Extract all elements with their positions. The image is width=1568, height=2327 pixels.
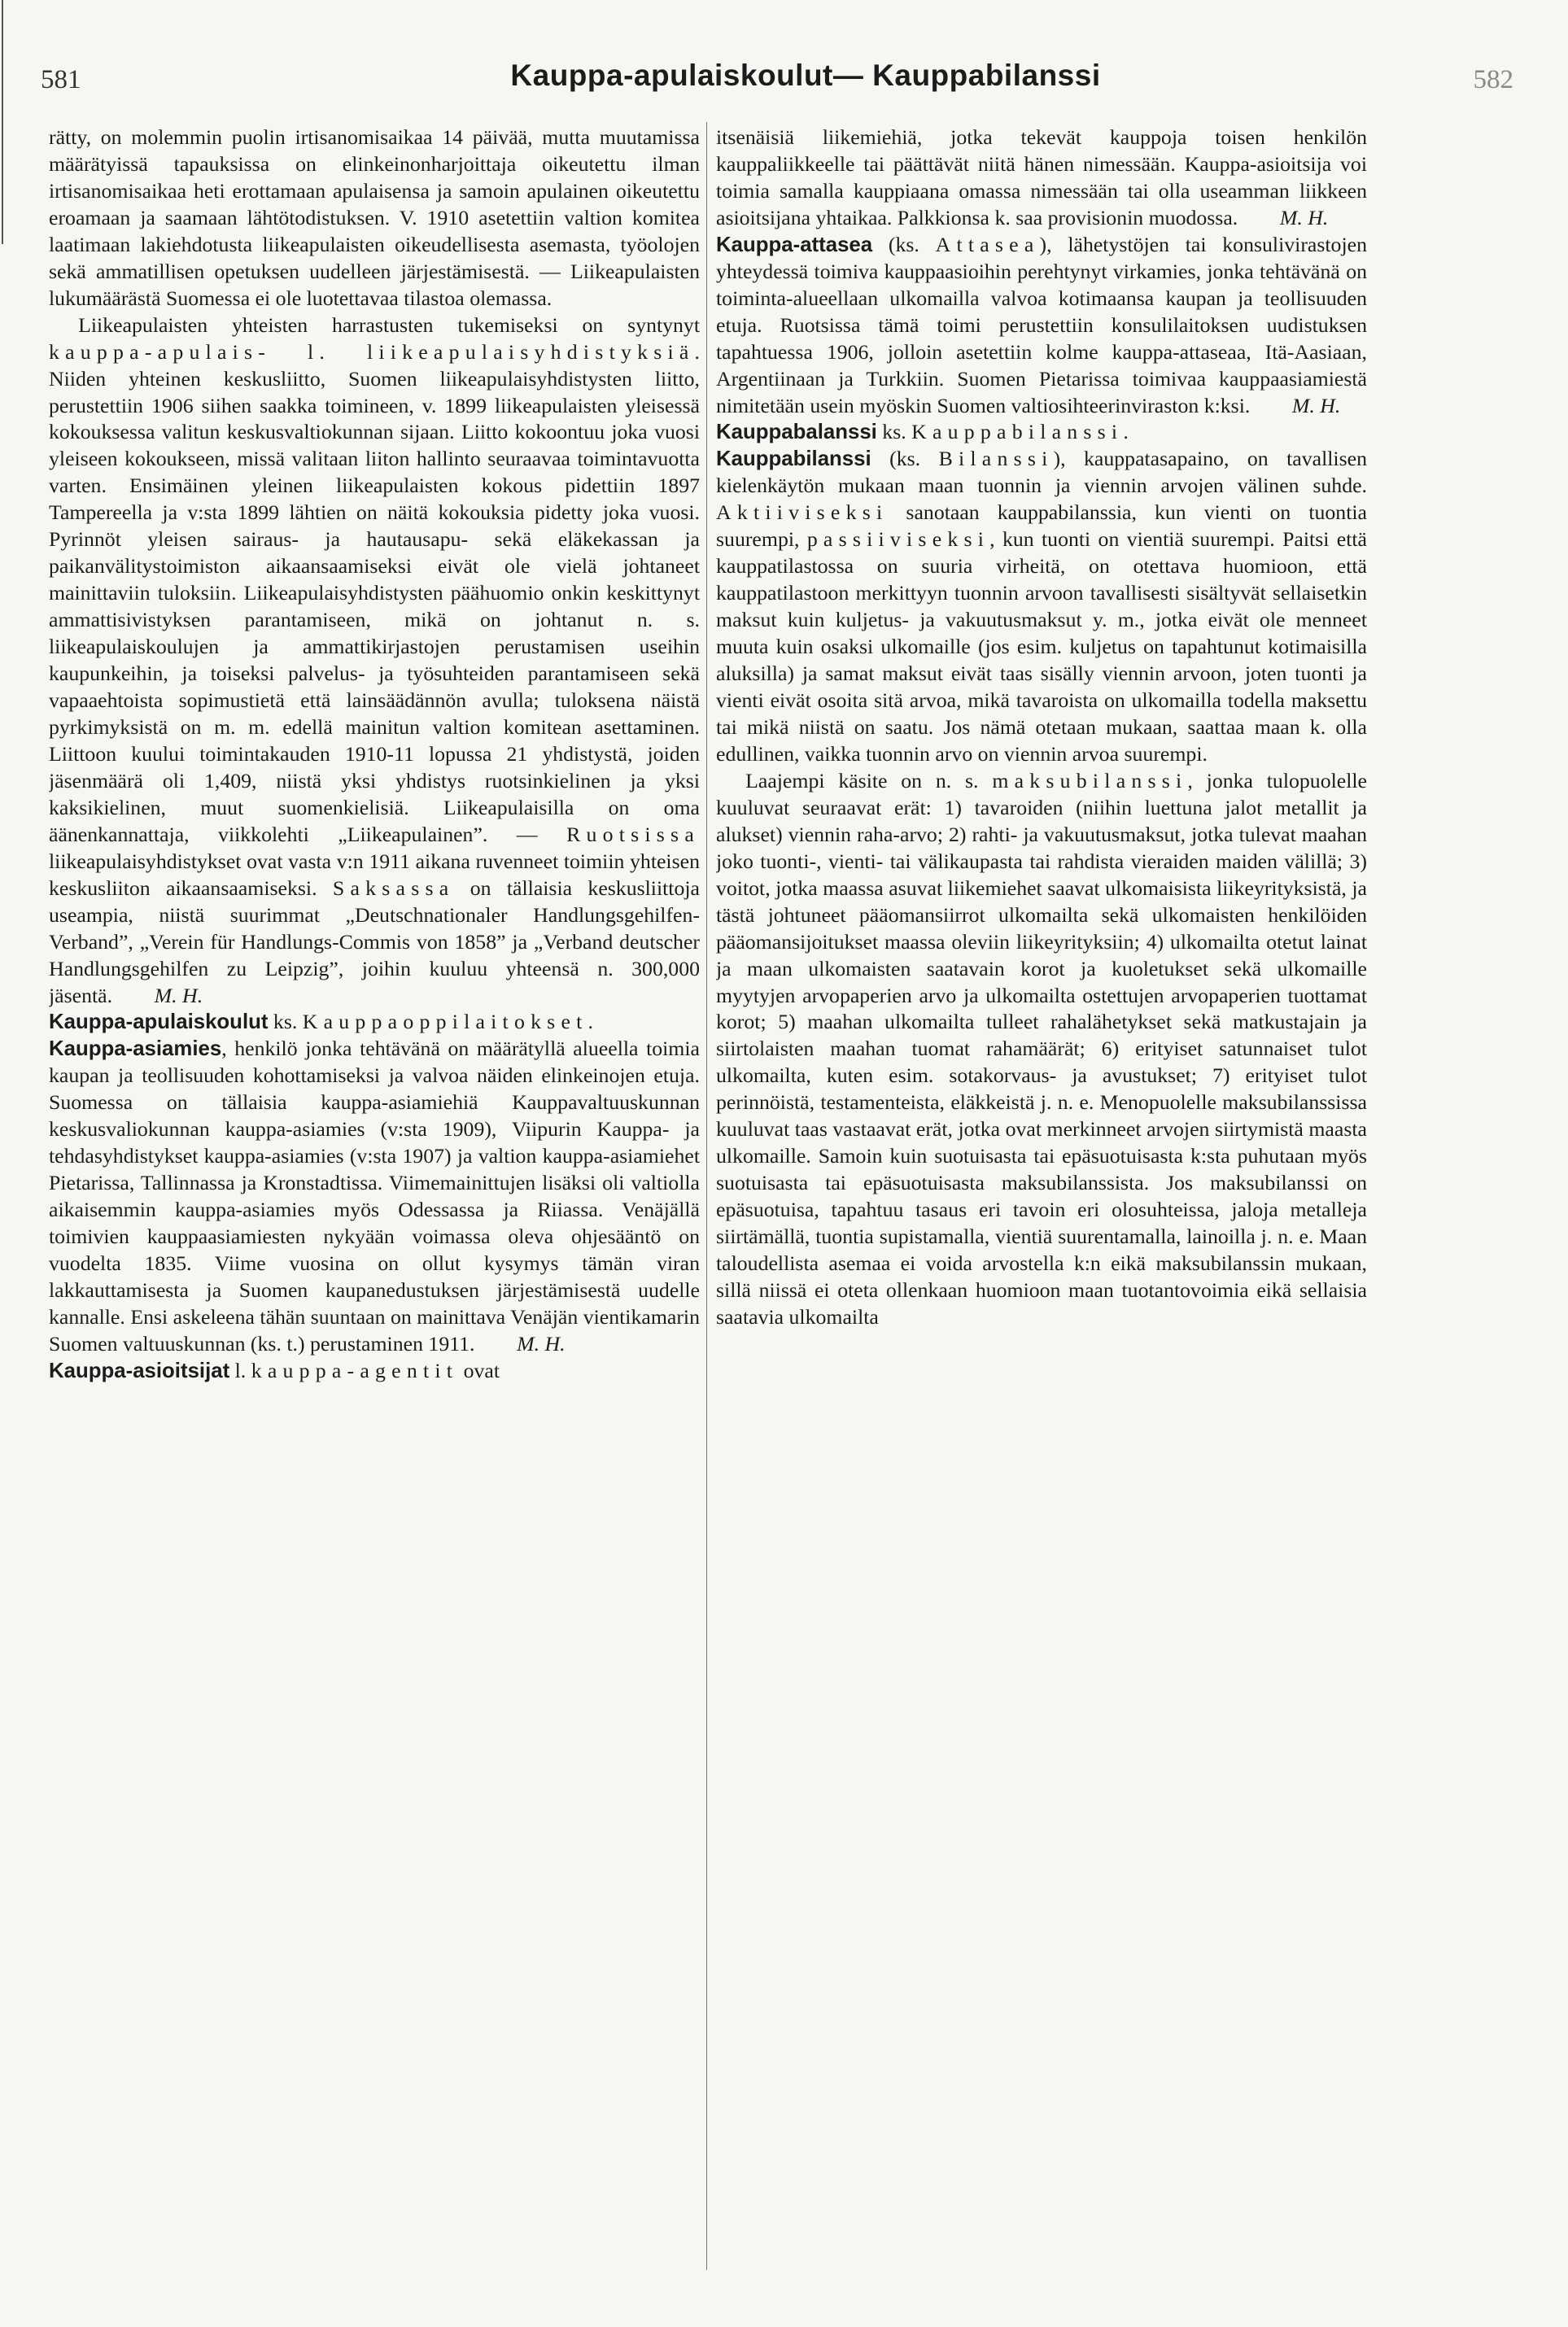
left-column (49, 124, 700, 2281)
spaced-term: Saksassa (332, 875, 455, 900)
spaced-term: maksubilanssi (992, 768, 1188, 792)
text: ), lähetystöjen tai konsulivirastojen yhteydessä toimiva kauppaasioihin perehtynyt virkamies, jonka tehtävänä on toiminta-alueellaan ulkomailla valvoa kotimaansa kaupan ja teollisuuden etuja. Ruotsissa tämä toimi perustettiin konsulilaitoksen uudistuksen tapahtuessa 1906, jolloin asetettiin kolme kauppa-attaseaa, Itä-Aasiaan, Argentiinaan ja Turkkiin. Suomen Pietarissa toimivaa kauppaasiamiestä nimitetään usein myöskin Suomen valtiosihteerinviraston k:ksi. (716, 232, 1367, 417)
text: liikeapulaisyhdistykset ovat vasta v:n 1911 aikana ruvenneet toimiin yhteisen keskusliiton aikaansaamiseksi. (49, 849, 700, 900)
entry (716, 446, 1367, 767)
entry (49, 1009, 700, 1036)
entry-headword: Kauppa-attasea (716, 233, 873, 256)
author-signature: M. H. (1291, 393, 1341, 417)
text: , jonka tulopuolelle kuuluvat seuraavat erät: 1) tavaroiden (niihin luettuna jalot metallit ja alukset) viennin raha-arvo; 2) rahti- ja vakuutusmaksut, jotka tulevat maahan joko tuonti-, vienti- tai välikaupasta tai rahdista vieraiden maiden välillä; 3) voitot, jotka maassa asuvat liikemiehet saavat ulkomaisista liikeyrityksistä, ja tästä johtuneet pääomansiirrot ulkomailta sekä ulkomaisten henkilöiden pääomansijoitukset maassa oleviin liikeyrityksiin; 4) ulkomailta otetut lainat ja maan ulkomaisten saatavain korot ja kuoletukset sekä ulkomaille myytyjen arvopaperien arvo ja ulkomailta ostettujen arvopaperien tuottamat korot; 5) maahan ulkomailta tulleet rahalähetykset sekä matkustajain ja siirtolaisten maahan tuomat rahamäärät; 6) erityiset satunnaiset tulot ulkomailta, kuten esim. sotakorvaus- ja avustukset; 7) erityiset tulot perinnöistä, testamenteista, eläkkeistä j. n. e. Menopuolelle maksubilanssissa kuuluvat taas vastaavat erät, jotka ovat merkinneet arvojen siirtymistä maasta ulkomaille. Samoin kuin suotuisasta tai epäsuotuisasta k:sta puhutaan myös suotuisasta tai epäsuotuisasta maksubilanssista. Jos maksubilanssi on epäsuotuisa, tapahtuu tasaus eri tavoin eri olosuhteissa, jaloja metalleja siirtämällä, tuontia supistamalla, vientiä suurentamalla, lainoilla j. n. e. Maan taloudellista asemaa ei voida arvostella k:n eikä maksubilanssin mukaan, sillä niissä ei oteta ollenkaan huomioon maan tuotantovoimia eikä sellaisia saatavia ulkomailta (716, 768, 1367, 1329)
text: sanotaan kauppabilanssia, kun vienti on tuontia suurempi, (716, 500, 1367, 552)
page-number-right: 582 (1473, 65, 1513, 94)
spaced-term: kauppa-apulais- l. liikeapulaisyhdistyksiä (49, 339, 695, 364)
author-signature: M. H. (154, 983, 203, 1007)
paragraph (49, 312, 700, 1010)
text: (ks. (871, 447, 939, 471)
page-edge-line (2, 0, 3, 244)
text: . (587, 1010, 593, 1034)
text: Laajempi käsite on n. s. (745, 768, 993, 792)
text: . (1123, 420, 1129, 444)
entry-headword: Kauppabilanssi (716, 448, 871, 471)
text: ks. (268, 1010, 303, 1034)
author-signature: M. H. (517, 1331, 566, 1356)
entry-headword: Kauppa-apulaiskoulut (49, 1011, 269, 1034)
cross-reference: Attasea (935, 232, 1040, 256)
text: itsenäisiä liikemiehiä, jotka tekevät kauppoja toisen henkilön kauppaliikkeelle tai päättävät niitä hänen nimessään. Kauppa-asioitsija voi toimia samalla kauppiaana omassa nimessään tai olla useamman liikkeen asioitsijana yhtaikaa. Palkkionsa k. saa provisionin muodossa. (716, 125, 1367, 229)
text: l. (229, 1358, 251, 1382)
text: , henkilö jonka tehtävänä on määrätyllä alueella toimia kaupan ja teollisuuden kohottamiseksi ja valvoa näiden elinkeinojen etuja. Suomessa on tällaisia kauppa-asiamiehiä Kauppavaltuuskunnan keskusvaliokunnan kauppa-asiamies (v:sta 1909), Viipurin Kauppa- ja tehdasyhdistykset kauppa-asiamies (v:sta 1907) ja valtion kauppa-asiamiehet Pietarissa, Tallinnassa ja Kronstadtissa. Viimemainittujen lisäksi oli valtiolla aikaisemmin kauppa-asiamies myös Odessassa ja Riiassa. Venäjällä toimivien kauppaasiamiesten nykyään voimassa oleva ohjesääntö on vuodelta 1835. Viime vuosina on ollut kysymys tämän viran lakkauttamisesta ja Suomen kaupanedustuksen järjestämisestä uudelle kannalle. Ensi askeleena tähän suuntaan on mainittava Venäjän vientikamarin Suomen valtuuskunnan (ks. t.) perustaminen 1911. (49, 1037, 700, 1356)
text: ks. (876, 420, 912, 444)
cross-reference: Bilanssi (938, 447, 1054, 471)
entry-headword: Kauppabalanssi (716, 421, 877, 444)
entry-headword: Kauppa-asiamies (49, 1037, 222, 1061)
text: ovat (458, 1358, 500, 1382)
text: Liikeapulaisten yhteisten harrastusten tukemiseksi on syntynyt (78, 312, 700, 337)
entry (716, 419, 1367, 446)
text: ), kauppatasapaino, on tavallisen kielenkäytön mukaan maan tuonnin ja viennin arvojen välinen suhde. (716, 447, 1367, 498)
text: on tällaisia keskusliittoja useampia, niistä suurimmat „Deutschnationaler Handlungsgehilfen-Verband”, „Verein für Handlungs-Commis von 1858” ja „Verband deutscher Handlungsgehilfen zu Leipzig”, joihin kuuluu yhteensä n. 300,000 jäsentä. (49, 875, 700, 1007)
author-signature: M. H. (1279, 205, 1329, 229)
page-number-left: 581 (41, 65, 81, 94)
entry (49, 1358, 700, 1385)
cross-reference: Kauppaoppilaitokset (302, 1010, 588, 1034)
running-header (41, 59, 1568, 107)
entry (716, 232, 1367, 420)
spaced-term: Aktiiviseksi (716, 500, 889, 525)
running-title: Kauppa-apulaiskoulut— Kauppabilanssi (510, 59, 1101, 92)
text: . Niiden yhteinen keskusliitto, Suomen liikeapulaisyhdistysten liitto, perustettiin 1906 siihen saakka toimineen, v. 1899 liikeapulaisten yleisessä kokouksessa valitun keskusvaltiokunnan sijaan. Liitto kokoontuu joka vuosi yleiseen kokoukseen, missä valitaan liiton hallinto seuraavaa toimintavuotta varten. Ensimäinen yleinen liikeapulaisten kokous pidettiin 1897 Tampereella ja v:sta 1899 lähtien on näitä kokouksia pidetty joka vuosi. Pyrinnöt yleisen sairaus- ja hautausapu- sekä eläkekassan ja paikanvälitystoimiston aikaansaamiseksi eivät ole vielä johtaneet mainittaviin tuloksiin. Liikeapulaisyhdistysten päähuomio onkin keskittynyt ammattisivistyksen parantamiseen, mikä on johtanut n. s. liikeapulaiskoulujen ja ammattikirjastojen perustamisen useihin kaupunkeihin, ja toiseksi palvelus- ja työsuhteiden parantamiseen sekä vapaaehtoista sopimustietä että lainsäädännön avulla; tuloksena näistä pyrkimyksistä on m. m. edellä mainitun valtion komitean asettaminen. Liittoon kuului toimintakauden 1910-11 lopussa 21 yhdistystä, joiden jäsenmäärä oli 1,409, niistä yksi yhdistys ruotsinkielinen ja yksi kaksikielinen, muut suomenkielisiä. Liikeapulaisilla on oma äänenkannattaja, viikkolehti „Liikeapulainen”. — (49, 339, 700, 846)
paragraph (716, 124, 1367, 232)
entry-headword: Kauppa-asioitsijat (49, 1359, 230, 1382)
text: (ks. (872, 232, 936, 256)
spaced-term: kauppa-agentit (251, 1358, 459, 1382)
text: , kun tuonti on vientiä suurempi. Paitsi että kauppatilastossa on suuria virheitä, on otettava huomioon, että kauppatilastoon merkittyyn tuonnin arvoon tavallisesti sisältyvät sellaisetkin maksut kuin kuljetus- ja vakuutusmaksut y. m., jotka eivät ole menneet muuta kuin osaksi ulkomaille (jos esim. kuljetus on tapahtunut kotimaisilla aluksilla) ja samat maksut eivät taas sisälly viennin arvoon, joten tuonti ja vienti eivät osoita sitä arvoa, mikä tavaroista on ulkomailla todella maksettu tai mikä niistä on saatu. Jos nämä otetaan mukaan, saattaa maan k. olla edullinen, vaikka tuonnin arvo on viennin arvoa suurempi. (716, 527, 1367, 766)
cross-reference: Kauppabilanssi (911, 420, 1124, 444)
spaced-term: passiiviseksi (806, 527, 990, 552)
paragraph: rätty, on molemmin puolin irtisanomisaikaa 14 päivää, mutta muutamissa määrätyissä tapauksissa on elinkeinonharjoittaja oikeutettu ilman irtisanomisaikaa heti erottamaan apulaisensa ja samoin apulainen oikeutettu eroamaan ja saamaan lähtötodistuksen. V. 1910 asetettiin valtion komitea laatimaan lakiehdotusta liikeapulaisten oikeudellisesta asemasta, työolojen sekä ammatillisen opetuksen uudelleen järjestämisestä. — Liikeapulaisten lukumäärästä Suomessa ei ole luotettavaa tilastoa olemassa. (49, 125, 700, 310)
right-column (716, 124, 1367, 2281)
spaced-term: Ruotsissa (566, 822, 700, 846)
column-divider (706, 122, 707, 2270)
entry (49, 1036, 700, 1357)
paragraph (716, 768, 1367, 1331)
